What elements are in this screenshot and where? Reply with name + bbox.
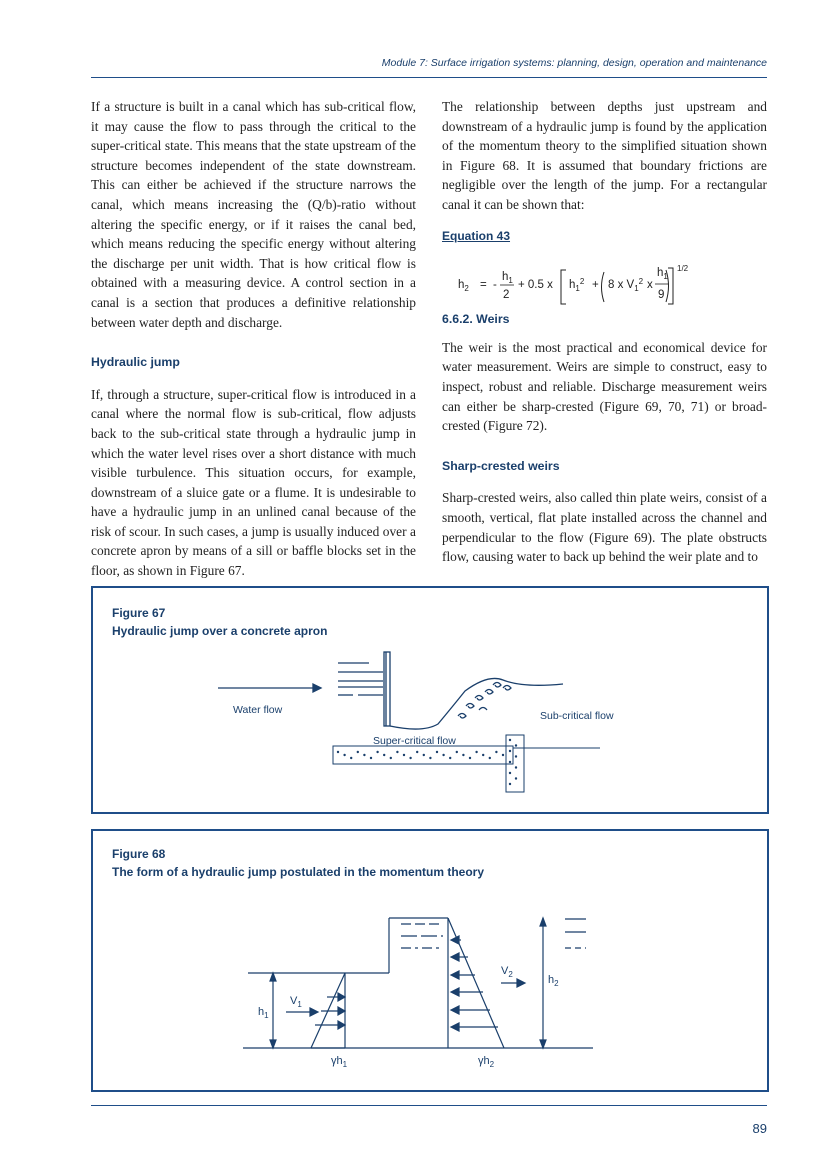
apron-aggregate-dot xyxy=(495,751,497,753)
apron-aggregate-dot xyxy=(423,754,425,756)
svg-text:=: = xyxy=(480,279,487,292)
apron-aggregate-dot xyxy=(403,754,405,756)
svg-text:1/2: 1/2 xyxy=(677,264,689,274)
svg-text:h2: $h_2$ xyxy=(458,279,469,294)
equation-label: Equation 43 xyxy=(442,228,511,243)
apron-aggregate-dot xyxy=(489,757,491,759)
v2-label: $V_2$ xyxy=(501,965,513,979)
apron-aggregate-dot xyxy=(469,757,471,759)
apron-aggregate-dot xyxy=(515,744,517,746)
apron-aggregate-dot xyxy=(449,757,451,759)
h1-label: $h_1$ xyxy=(258,1006,269,1020)
apron-aggregate-dot xyxy=(416,751,418,753)
equation-svg xyxy=(442,246,767,308)
apron-aggregate-dot xyxy=(357,751,359,753)
svg-text:h12: $h_1^2$ xyxy=(569,277,585,294)
section-heading: Hydraulic jump xyxy=(91,355,180,370)
figure-67-diagram xyxy=(93,588,767,812)
right-column xyxy=(442,97,767,567)
apron-aggregate-dot xyxy=(475,751,477,753)
apron-aggregate-dot xyxy=(396,751,398,753)
apron-aggregate-dot xyxy=(509,783,511,785)
apron-aggregate-dot xyxy=(363,754,365,756)
water-flow-label: Water flow xyxy=(233,704,283,716)
apron-aggregate-dot xyxy=(509,761,511,763)
paragraph: If, through a structure, super-critical flow is introduced in a canal where the normal flow is sub-critical, flow adjusts back to the sub-critical state through a hydraulic jump in which the water level rises over a short distance with much visible turbulence. This situation occurs, for example, downstream of a sluice gate or a flume. It is undesirable to have a hydraulic jump in an unlined canal because of the risk of scour. In such cases, a jump is usually induced over a concrete apron by means of a sill or baffle blocks set in the floor, as shown in Figure 67. xyxy=(91,386,416,579)
svg-text:+ 0.5 x: + 0.5 x xyxy=(518,279,553,292)
figure-67 xyxy=(91,586,769,814)
gamma-h1-label: $\gamma h_1$ xyxy=(331,1055,348,1069)
apron-aggregate-dot xyxy=(350,757,352,759)
apron-aggregate-dot xyxy=(370,757,372,759)
svg-text:9: 9 xyxy=(658,289,665,302)
apron-aggregate-dot xyxy=(509,750,511,752)
figure-label: Figure 67 xyxy=(112,606,166,620)
v1-label: $V_1$ xyxy=(290,995,302,1009)
svg-text:x: x xyxy=(647,279,653,292)
gamma-h2-label: $\gamma h_2$ xyxy=(478,1055,495,1069)
apron-aggregate-dot xyxy=(376,751,378,753)
footer-rule xyxy=(91,1105,767,1106)
paragraph: Sharp-crested weirs, also called thin plate weirs, consist of a smooth, vertical, flat plate installed across the channel and perpendicular to the flow (Figure 69). The plate obstructs flow, causing water to back up behind the weir plate and to xyxy=(442,490,767,565)
apron-aggregate-dot xyxy=(462,754,464,756)
super-critical-label: Super-critical flow xyxy=(373,735,456,747)
section-heading: 6.6.2. Weirs xyxy=(442,312,510,327)
paragraph: If a structure is built in a canal which has sub-critical flow, it may cause the flow to pass through the critical to the super-critical state. This means that the state upstream of the structure becomes independent of the state downstream. This can either be achieved if the structure narrows the canal, which means increasing the (Q/b)-ratio without altering the specific energy, or if it raises the canal bed, which means reducing the specific energy without altering the discharge per unit width. That is how critical flow is obtained with a measuring device. A control section in a canal is a section that produces a definitive relationship between water depth and discharge. xyxy=(91,99,416,330)
apron-aggregate-dot xyxy=(442,754,444,756)
apron-aggregate-dot xyxy=(337,751,339,753)
apron-aggregate-dot xyxy=(429,757,431,759)
apron-aggregate-dot xyxy=(515,766,517,768)
apron-aggregate-dot xyxy=(383,754,385,756)
h2-label: $h_2$ xyxy=(548,974,559,988)
header-rule xyxy=(91,77,767,78)
svg-text:h1: $h_1$ xyxy=(502,271,513,286)
apron-aggregate-dot xyxy=(436,751,438,753)
apron-aggregate-dot xyxy=(515,777,517,779)
apron-aggregate-dot xyxy=(509,772,511,774)
figure-caption: Hydraulic jump over a concrete apron xyxy=(112,624,328,638)
running-header: Module 7: Surface irrigation systems: planning, design, operation and maintenance xyxy=(381,57,767,69)
svg-text:-: - xyxy=(493,279,497,292)
svg-text:8 x V12: 8 x $V_1^2$ xyxy=(608,277,644,294)
figure-68-diagram xyxy=(93,831,767,1090)
sub-critical-label: Sub-critical flow xyxy=(540,710,614,722)
figure-68 xyxy=(91,829,769,1092)
section-heading: Sharp-crested weirs xyxy=(442,458,560,473)
apron-aggregate-dot xyxy=(390,757,392,759)
apron-aggregate-dot xyxy=(502,754,504,756)
apron-aggregate-dot xyxy=(482,754,484,756)
paragraph: The relationship between depths just upstream and downstream of a hydraulic jump is found by the application of the momentum theory to the simplified situation shown in Figure 68. It is assumed that boundary frictions are negligible over the length of the jump. For a rectangular canal it can be shown that: xyxy=(442,99,767,212)
paragraph: The weir is the most practical and economical device for water measurement. Weirs are simple to construct, easy to inspect, robust and reliable. Discharge measurement weirs can either be sharp-crested (Figure 69, 70, 71) or broad-crested (Figure 72). xyxy=(442,339,767,434)
svg-text:2: 2 xyxy=(503,289,510,302)
left-column xyxy=(91,97,416,581)
svg-text:+: + xyxy=(592,279,599,292)
apron-aggregate-dot xyxy=(515,755,517,757)
figure-caption: The form of a hydraulic jump postulated in the momentum theory xyxy=(112,865,485,879)
apron-aggregate-dot xyxy=(509,739,511,741)
equation xyxy=(442,246,767,308)
page-number: 89 xyxy=(752,1121,767,1136)
apron-aggregate-dot xyxy=(343,754,345,756)
apron-aggregate-dot xyxy=(456,751,458,753)
figure-label: Figure 68 xyxy=(112,847,166,861)
svg-text:h1: $h_1$ xyxy=(657,267,668,282)
apron-aggregate-dot xyxy=(409,757,411,759)
